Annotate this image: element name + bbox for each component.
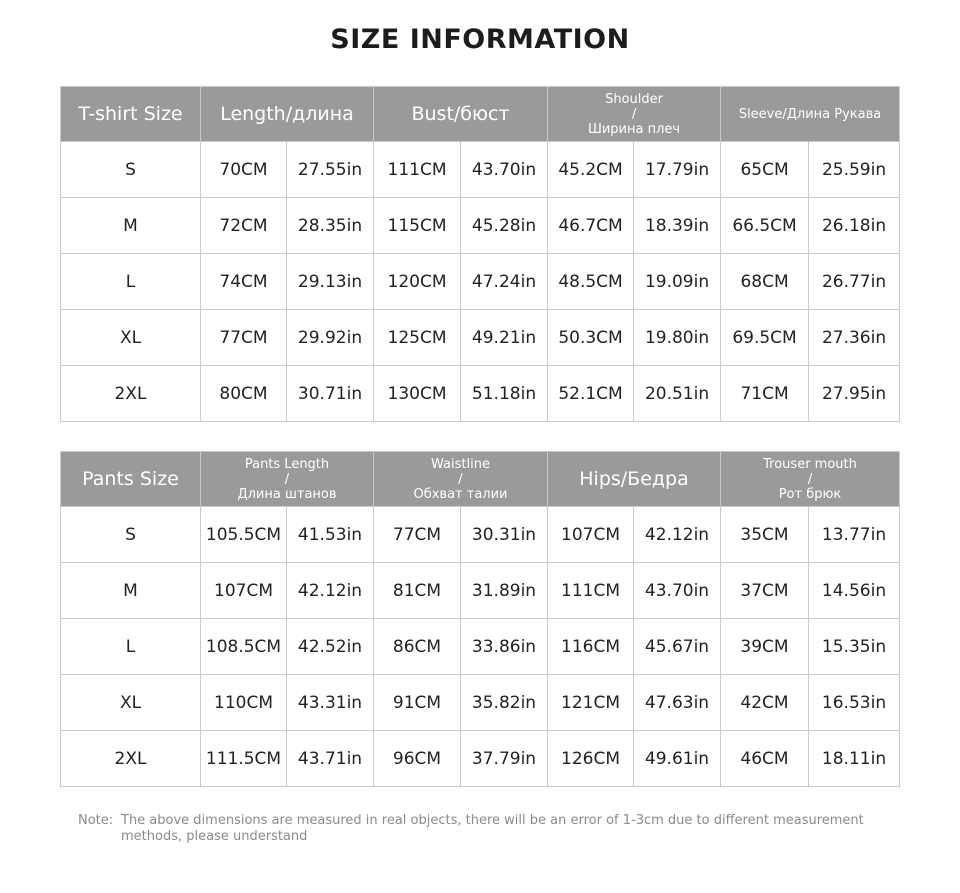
pants-size-table <box>60 451 900 787</box>
pants-size-cell: XL <box>61 675 201 731</box>
tshirt-row <box>61 254 900 310</box>
tshirt-bust-header: Bust/бюст <box>374 87 548 142</box>
tshirt-bust-in-cell: 51.18in <box>461 366 548 422</box>
pants-mouth-cm-cell: 39CM <box>721 619 809 675</box>
shoulder-header-en: Shoulder <box>605 91 663 107</box>
pants-length-header-sep: / <box>284 471 290 487</box>
pants-length-cm-cell: 108.5CM <box>201 619 287 675</box>
tshirt-row <box>61 366 900 422</box>
tshirt-length-in-cell: 29.13in <box>287 254 374 310</box>
tshirt-shoulder-in-cell: 20.51in <box>634 366 721 422</box>
pants-length-in-cell: 43.31in <box>287 675 374 731</box>
tshirt-bust-cm-cell: 125CM <box>374 310 461 366</box>
tshirt-row <box>61 142 900 198</box>
tshirt-sleeve-cm-cell: 66.5CM <box>721 198 809 254</box>
pants-row <box>61 507 900 563</box>
tshirt-sleeve-in-cell: 26.18in <box>809 198 900 254</box>
pants-hips-cm-cell: 116CM <box>548 619 634 675</box>
pants-length-in-cell: 42.12in <box>287 563 374 619</box>
tshirt-header-row <box>61 87 900 142</box>
mouth-header-ru: Рот брюк <box>778 486 842 502</box>
measurement-note <box>78 813 898 845</box>
pants-waist-in-cell: 30.31in <box>461 507 548 563</box>
tshirt-bust-in-cell: 47.24in <box>461 254 548 310</box>
pants-length-header-ru: Длина штанов <box>237 486 337 502</box>
pants-size-cell: S <box>61 507 201 563</box>
pants-waist-in-cell: 35.82in <box>461 675 548 731</box>
tshirt-sleeve-in-cell: 27.95in <box>809 366 900 422</box>
pants-hips-cm-cell: 107CM <box>548 507 634 563</box>
pants-mouth-cm-cell: 37CM <box>721 563 809 619</box>
pants-header-row <box>61 452 900 507</box>
pants-waist-cm-cell: 91CM <box>374 675 461 731</box>
tshirt-length-header: Length/длина <box>201 87 374 142</box>
pants-size-cell: M <box>61 563 201 619</box>
tshirt-size-cell: XL <box>61 310 201 366</box>
pants-waist-cm-cell: 77CM <box>374 507 461 563</box>
tshirt-length-cm-cell: 74CM <box>201 254 287 310</box>
tshirt-sleeve-header: Sleeve/Длина Рукава <box>721 87 900 142</box>
pants-hips-in-cell: 43.70in <box>634 563 721 619</box>
pants-mouth-cm-cell: 42CM <box>721 675 809 731</box>
mouth-header-sep: / <box>807 471 813 487</box>
mouth-header-en: Trouser mouth <box>763 456 857 472</box>
tshirt-bust-in-cell: 45.28in <box>461 198 548 254</box>
pants-mouth-in-cell: 13.77in <box>809 507 900 563</box>
tshirt-row <box>61 198 900 254</box>
tshirt-shoulder-cm-cell: 45.2CM <box>548 142 634 198</box>
pants-length-cm-cell: 110CM <box>201 675 287 731</box>
waist-header-sep: / <box>458 471 463 487</box>
tshirt-size-cell: L <box>61 254 201 310</box>
tshirt-shoulder-cm-cell: 46.7CM <box>548 198 634 254</box>
tshirt-length-cm-cell: 70CM <box>201 142 287 198</box>
page-title: SIZE INFORMATION <box>330 24 630 55</box>
tshirt-bust-in-cell: 49.21in <box>461 310 548 366</box>
tshirt-sleeve-in-cell: 25.59in <box>809 142 900 198</box>
shoulder-header-ru: Ширина плеч <box>587 121 681 137</box>
tshirt-sleeve-cm-cell: 69.5CM <box>721 310 809 366</box>
tshirt-length-cm-cell: 80CM <box>201 366 287 422</box>
tshirt-size-cell: M <box>61 198 201 254</box>
pants-waist-in-cell: 37.79in <box>461 731 548 787</box>
pants-row <box>61 675 900 731</box>
tshirt-length-cm-cell: 77CM <box>201 310 287 366</box>
tshirt-shoulder-header <box>548 87 721 142</box>
tshirt-sleeve-cm-cell: 65CM <box>721 142 809 198</box>
pants-length-header <box>201 452 374 507</box>
tshirt-row <box>61 310 900 366</box>
tshirt-shoulder-in-cell: 19.80in <box>634 310 721 366</box>
pants-row <box>61 563 900 619</box>
pants-mouth-cm-cell: 46CM <box>721 731 809 787</box>
pants-length-in-cell: 43.71in <box>287 731 374 787</box>
pants-length-cm-cell: 107CM <box>201 563 287 619</box>
pants-waist-in-cell: 31.89in <box>461 563 548 619</box>
tshirt-shoulder-in-cell: 19.09in <box>634 254 721 310</box>
pants-hips-in-cell: 42.12in <box>634 507 721 563</box>
tshirt-bust-cm-cell: 111CM <box>374 142 461 198</box>
tshirt-size-cell: 2XL <box>61 366 201 422</box>
pants-length-in-cell: 42.52in <box>287 619 374 675</box>
tshirt-length-in-cell: 27.55in <box>287 142 374 198</box>
pants-mouth-header <box>721 452 900 507</box>
tshirt-bust-in-cell: 43.70in <box>461 142 548 198</box>
tshirt-bust-cm-cell: 120CM <box>374 254 461 310</box>
tshirt-length-in-cell: 28.35in <box>287 198 374 254</box>
tshirt-length-in-cell: 30.71in <box>287 366 374 422</box>
pants-row <box>61 619 900 675</box>
pants-mouth-in-cell: 14.56in <box>809 563 900 619</box>
tshirt-size-header: T-shirt Size <box>61 87 201 142</box>
tshirt-sleeve-cm-cell: 71CM <box>721 366 809 422</box>
tshirt-size-cell: S <box>61 142 201 198</box>
pants-size-header: Pants Size <box>61 452 201 507</box>
pants-waist-header <box>374 452 548 507</box>
pants-waist-cm-cell: 96CM <box>374 731 461 787</box>
tshirt-size-table <box>60 86 900 422</box>
pants-size-cell: 2XL <box>61 731 201 787</box>
pants-length-in-cell: 41.53in <box>287 507 374 563</box>
pants-hips-in-cell: 49.61in <box>634 731 721 787</box>
tshirt-shoulder-cm-cell: 50.3CM <box>548 310 634 366</box>
pants-mouth-in-cell: 15.35in <box>809 619 900 675</box>
tshirt-sleeve-in-cell: 27.36in <box>809 310 900 366</box>
tshirt-length-cm-cell: 72CM <box>201 198 287 254</box>
note-label: Note: <box>78 813 114 828</box>
pants-hips-cm-cell: 126CM <box>548 731 634 787</box>
tshirt-bust-cm-cell: 115CM <box>374 198 461 254</box>
waist-header-ru: Обхват талии <box>413 486 508 502</box>
tshirt-sleeve-cm-cell: 68CM <box>721 254 809 310</box>
pants-hips-cm-cell: 121CM <box>548 675 634 731</box>
pants-hips-cm-cell: 111CM <box>548 563 634 619</box>
pants-mouth-in-cell: 16.53in <box>809 675 900 731</box>
tshirt-shoulder-cm-cell: 52.1CM <box>548 366 634 422</box>
pants-waist-cm-cell: 81CM <box>374 563 461 619</box>
pants-hips-header: Hips/Бедра <box>548 452 721 507</box>
pants-waist-cm-cell: 86CM <box>374 619 461 675</box>
pants-size-cell: L <box>61 619 201 675</box>
pants-row <box>61 731 900 787</box>
shoulder-header-sep: / <box>631 106 637 122</box>
pants-length-cm-cell: 111.5CM <box>201 731 287 787</box>
pants-hips-in-cell: 47.63in <box>634 675 721 731</box>
tshirt-shoulder-cm-cell: 48.5CM <box>548 254 634 310</box>
tshirt-sleeve-in-cell: 26.77in <box>809 254 900 310</box>
tshirt-shoulder-in-cell: 17.79in <box>634 142 721 198</box>
pants-length-header-en: Pants Length <box>244 456 330 472</box>
tshirt-length-in-cell: 29.92in <box>287 310 374 366</box>
waist-header-en: Waistline <box>431 456 490 472</box>
pants-hips-in-cell: 45.67in <box>634 619 721 675</box>
pants-waist-in-cell: 33.86in <box>461 619 548 675</box>
note-text: The above dimensions are measured in real objects, there will be an error of 1-3cm due to different measurement methods, please understand <box>121 813 864 844</box>
pants-mouth-cm-cell: 35CM <box>721 507 809 563</box>
pants-mouth-in-cell: 18.11in <box>809 731 900 787</box>
tshirt-bust-cm-cell: 130CM <box>374 366 461 422</box>
pants-length-cm-cell: 105.5CM <box>201 507 287 563</box>
tshirt-shoulder-in-cell: 18.39in <box>634 198 721 254</box>
